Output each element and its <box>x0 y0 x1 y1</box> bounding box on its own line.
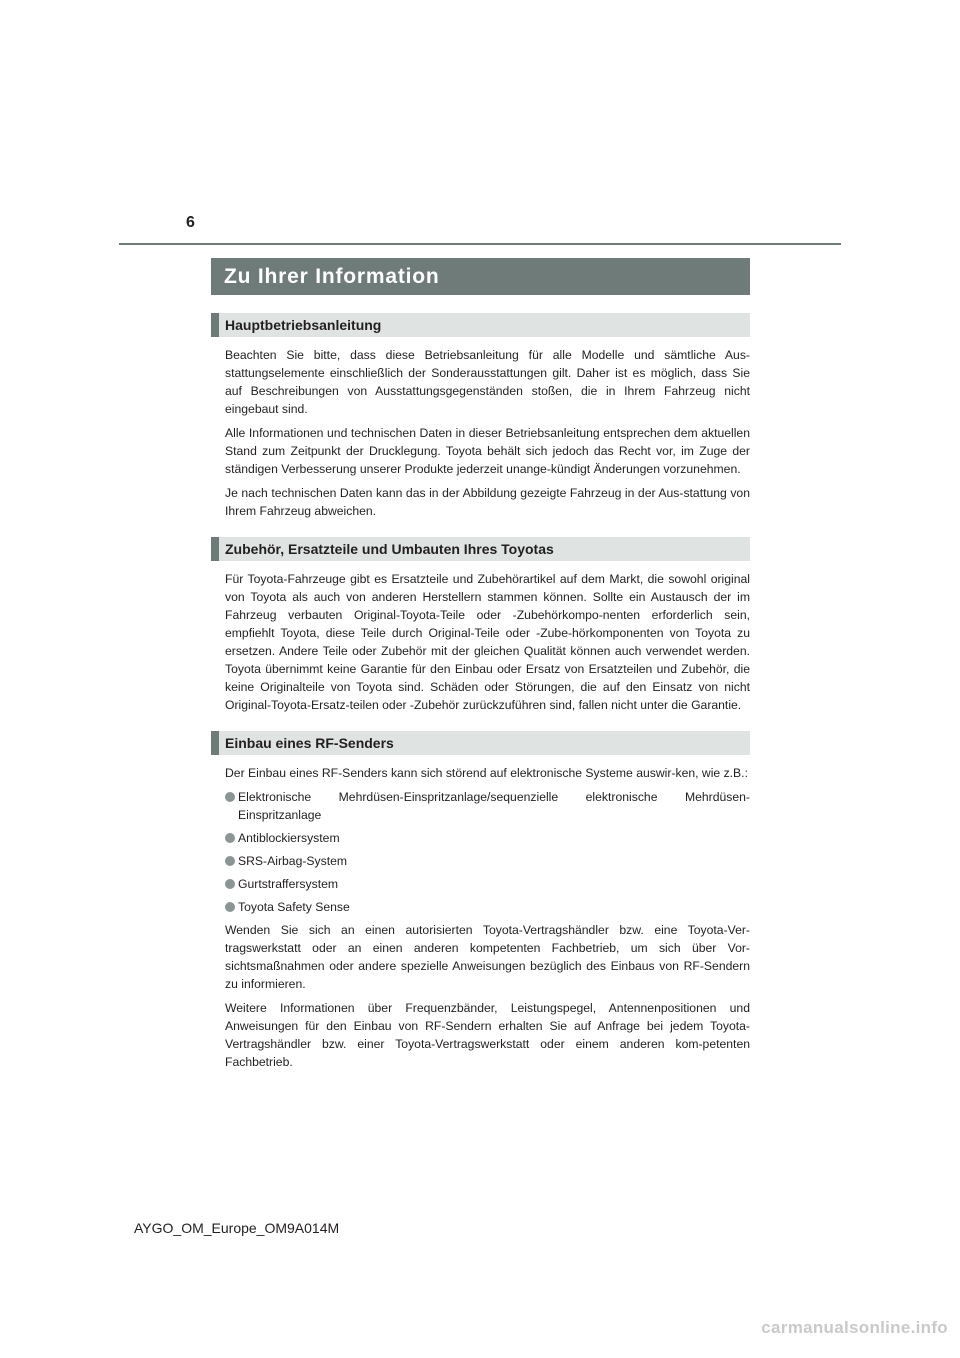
page-content <box>211 313 750 1077</box>
bullet-dot-icon <box>225 902 235 912</box>
list-item-text: Antiblockiersystem <box>238 831 340 845</box>
list-item <box>225 852 750 870</box>
watermark: carmanualsonline.info <box>761 1318 948 1337</box>
bullet-dot-icon <box>225 879 235 889</box>
page-title: Zu Ihrer Information <box>211 258 750 295</box>
list-item-text: SRS-Airbag-System <box>238 854 348 868</box>
paragraph-intro: Der Einbau eines RF-Senders kann sich störend auf elektronische Systeme auswir-ken, wie z.B.: <box>225 766 748 780</box>
list-item <box>225 898 750 916</box>
section-heading-rf-sender: Einbau eines RF-Senders <box>211 731 750 755</box>
bullet-dot-icon <box>225 856 235 866</box>
bullet-dot-icon <box>225 833 235 843</box>
page-number: 6 <box>186 214 195 231</box>
list-item <box>225 829 750 847</box>
bullet-dot-icon <box>225 792 235 802</box>
list-item-text: Toyota Safety Sense <box>238 900 350 914</box>
paragraph: Je nach technischen Daten kann das in der Abbildung gezeigte Fahrzeug in der Aus-stattung von Ihrem Fahrzeug abweichen. <box>225 486 750 518</box>
list-item <box>225 875 750 893</box>
list-item-text: Gurtstraffersystem <box>238 877 339 891</box>
paragraph: Alle Informationen und technischen Daten in dieser Betriebsanleitung entsprechen dem aktuellen Stand zum Zeitpunkt der Drucklegung. Toyota behält sich jedoch das Recht vor, im Zuge der ständigen Verbesserung unserer Produkte jederzeit unange-kündigt Änderungen vorzunehmen. <box>225 426 750 476</box>
document-code: AYGO_OM_Europe_OM9A014M <box>134 1220 340 1236</box>
paragraph: Beachten Sie bitte, dass diese Betriebsanleitung für alle Modelle und sämtliche Aus-stattungselemente einschließlich der Sonderausstattungen gilt. Daher ist es möglich, dass Sie auf Beschreibungen von Ausstattungsgegenständen stoßen, die in Ihrem Fahrzeug nicht eingebaut sind. <box>225 348 750 416</box>
section-heading-zubehoer: Zubehör, Ersatzteile und Umbauten Ihres Toyotas <box>211 537 750 561</box>
paragraph: Für Toyota-Fahrzeuge gibt es Ersatzteile und Zubehörartikel auf dem Markt, die sowohl original von Toyota als auch von anderen Herstellern stammen können. Sollte ein Austausch der im Fahrzeug verbauten Original-Toyota-Teile oder -Zubehörkompo-nenten erforderlich sein, empfiehlt Toyota, diese Teile durch Original-Teile oder -Zube-hörkomponenten von Toyota zu ersetzen. Andere Teile oder Zubehör mit der gleichen Qualität können auch verwendet werden. Toyota übernimmt keine Garantie für den Einbau oder Ersatz von Ersatzteilen und Zubehör, die keine Originalteile von Toyota sind. Schäden oder Störungen, die auf den Einsatz von nicht Original-Toyota-Ersatz-teilen oder -Zubehör zurückzuführen sind, fallen nicht unter die Garantie. <box>225 572 750 712</box>
list-item <box>225 788 750 824</box>
header-rule <box>119 243 841 245</box>
paragraph: Wenden Sie sich an einen autorisierten Toyota-Vertragshändler bzw. eine Toyota-Ver-tragswerkstatt oder an einen anderen kompetenten Fachbetrieb, um sich über Vor-sichtsmaßnahmen oder andere spezielle Anweisungen bezüglich des Einbaus von RF-Sendern zu informieren. <box>225 923 750 991</box>
list-item-text: Elektronische Mehrdüsen-Einspritzanlage/sequenzielle elektronische Mehrdüsen-Einspritzanlage <box>238 790 750 822</box>
paragraph: Weitere Informationen über Frequenzbänder, Leistungspegel, Antennenpositionen und Anweisungen für den Einbau von RF-Sendern erhalten Sie auf Anfrage bei jedem Toyota-Vertragshändler bzw. einer Toyota-Vertragswerkstatt oder einem anderen kom-petenten Fachbetrieb. <box>225 1001 750 1069</box>
section-heading-hauptbetriebsanleitung: Hauptbetriebsanleitung <box>211 313 750 337</box>
